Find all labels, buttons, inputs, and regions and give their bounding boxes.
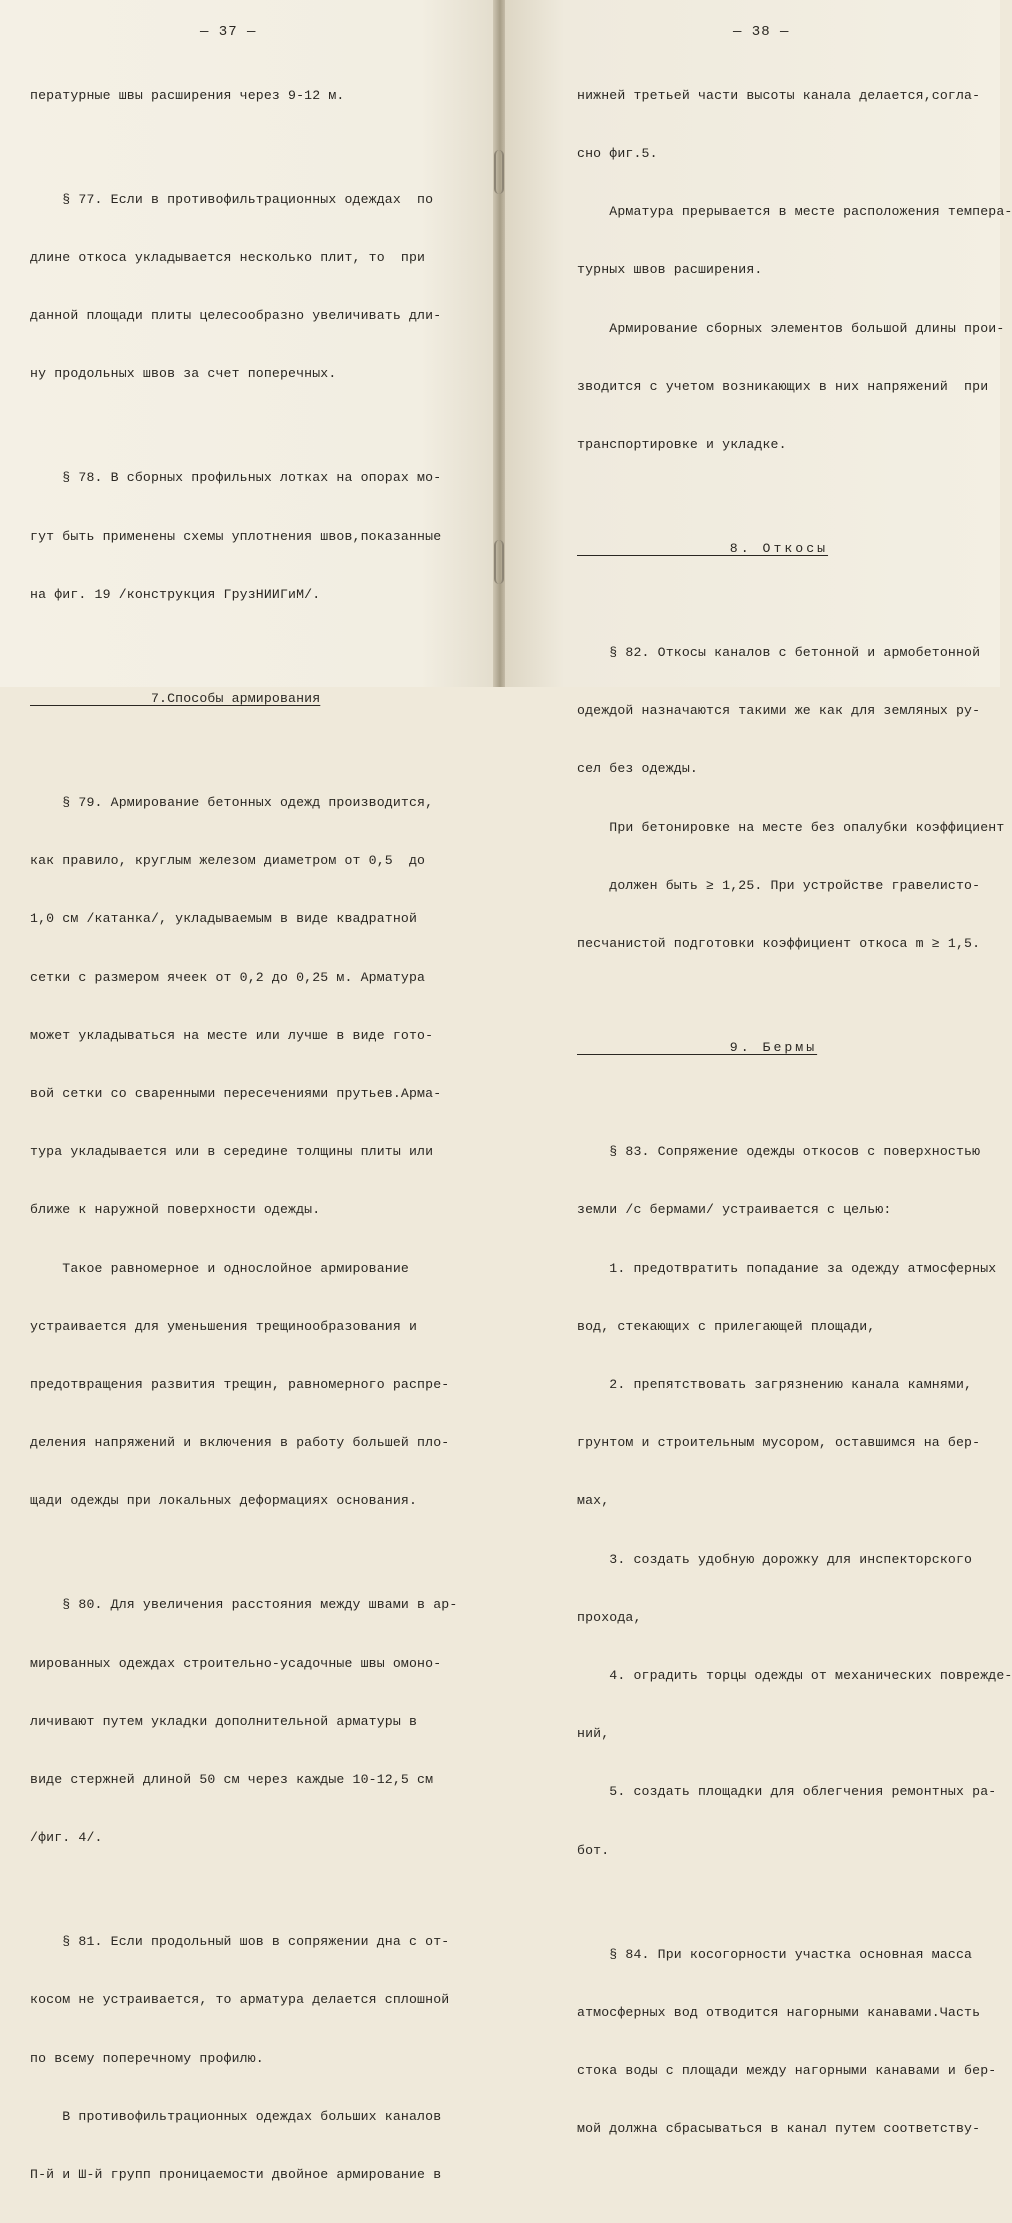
- text-line: 5. создать площадки для облегчения ремонтных ра-: [577, 1784, 997, 1800]
- text-line: пературные швы расширения через 9-12 м.: [30, 87, 345, 103]
- left-page: [0, 0, 495, 2182]
- text-line: прохода,: [577, 1609, 642, 1625]
- text-line: П-й и Ш-й групп проницаемости двойное армирование в: [30, 2166, 442, 2182]
- staple-top: [494, 150, 504, 194]
- staple-bottom: [494, 540, 504, 584]
- text-line: устраивается для уменьшения трещинообразования и: [30, 1318, 418, 1334]
- text-line: одеждой назначаются такими же как для земляных ру-: [577, 703, 981, 719]
- text-line: виде стержней длиной 50 см через каждые 10-12,5 см: [30, 1771, 434, 1787]
- section-heading-9: 9. Бермы: [577, 1040, 818, 1056]
- text-line: личивают путем укладки дополнительной арматуры в: [30, 1713, 418, 1729]
- text-line: стока воды с площади между нагорными канавами и бер-: [577, 2062, 997, 2078]
- section-heading-8: 8. Откосы: [577, 541, 829, 557]
- text-line: § 83. Сопряжение одежды откосов с поверхностью: [577, 1144, 981, 1160]
- text-line: может укладываться на месте или лучше в виде гото-: [30, 1027, 434, 1043]
- text-line: земли /с бермами/ устраивается с целью:: [577, 1202, 892, 1218]
- text-line: тура укладывается или в середине толщины плиты или: [30, 1144, 434, 1160]
- text-line: сетки с размером ячеек от 0,2 до 0,25 м. Арматура: [30, 969, 426, 985]
- text-line: транспортировке и укладке.: [577, 437, 787, 453]
- text-line: турных швов расширения.: [577, 262, 763, 278]
- right-page: [505, 0, 1012, 2137]
- text-line: деления напряжений и включения в работу большей пло-: [30, 1435, 450, 1451]
- text-line: как правило, круглым железом диаметром от 0,5 до: [30, 853, 426, 869]
- text-line: косом не устраивается, то арматура делается сплошной: [30, 1992, 450, 2008]
- text-line: мой должна сбрасываться в канал путем соответству-: [577, 2121, 981, 2137]
- text-line: 1. предотвратить попадание за одежду атмосферных: [577, 1260, 997, 1276]
- text-line: 2. препятствовать загрязнению канала камнями,: [577, 1376, 973, 1392]
- text-line: Такое равномерное и однослойное армирование: [30, 1260, 409, 1276]
- text-line: нижней третьей части высоты канала делается,согла-: [577, 87, 981, 103]
- left-page-text: [30, 47, 457, 2223]
- text-line: зводится с учетом возникающих в них напряжений при: [577, 378, 989, 394]
- text-line: сно фиг.5.: [577, 146, 658, 162]
- text-line: вод, стекающих с прилегающей площади,: [577, 1318, 876, 1334]
- text-line: по всему поперечному профилю.: [30, 2050, 264, 2066]
- text-line: ну продольных швов за счет поперечных.: [30, 366, 337, 382]
- text-line: § 81. Если продольный шов в сопряжении дна с от-: [30, 1934, 450, 1950]
- text-line: сел без одежды.: [577, 761, 698, 777]
- text-line: данной площади плиты целесообразно увеличивать дли-: [30, 308, 442, 324]
- text-line: § 79. Армирование бетонных одежд производится,: [30, 794, 434, 810]
- text-line: § 82. Откосы каналов с бетонной и армобетонной: [577, 645, 981, 661]
- text-line: должен быть ≥ 1,25. При устройстве гравелисто-: [577, 877, 981, 893]
- section-heading-7: 7.Способы армирования: [30, 690, 321, 706]
- text-line: бот.: [577, 1842, 610, 1858]
- right-page-text: [577, 47, 1012, 2177]
- text-line: Арматура прерывается в месте расположения темпера-: [577, 204, 1012, 220]
- page-number-right: — 38 —: [733, 24, 790, 40]
- text-line: В противофильтрационных одеждах больших каналов: [30, 2108, 442, 2124]
- text-line: грунтом и строительным мусором, оставшимся на бер-: [577, 1435, 981, 1451]
- text-line: щади одежды при локальных деформациях основания.: [30, 1493, 418, 1509]
- text-line: ний,: [577, 1726, 610, 1742]
- text-line: гут быть применены схемы уплотнения швов,показанные: [30, 528, 442, 544]
- text-line: вой сетки со сваренными пересечениями прутьев.Арма-: [30, 1085, 442, 1101]
- text-line: § 78. В сборных профильных лотках на опорах мо-: [30, 470, 442, 486]
- text-line: атмосферных вод отводится нагорными канавами.Часть: [577, 2004, 981, 2020]
- text-line: Армирование сборных элементов большой длины прои-: [577, 320, 1005, 336]
- text-line: При бетонировке на месте без опалубки коэффициент: [577, 819, 1005, 835]
- text-line: § 80. Для увеличения расстояния между швами в ар-: [30, 1597, 458, 1613]
- page-number-left: — 37 —: [200, 24, 257, 40]
- text-line: 1,0 см /катанка/, укладываемым в виде квадратной: [30, 911, 418, 927]
- text-line: на фиг. 19 /конструкция ГрузНИИГиМ/.: [30, 586, 321, 602]
- text-line: 4. оградить торцы одежды от механических поврежде-: [577, 1667, 1012, 1683]
- text-line: /фиг. 4/.: [30, 1830, 103, 1846]
- text-line: § 84. При косогорности участка основная масса: [577, 1946, 973, 1962]
- text-line: 3. создать удобную дорожку для инспекторского: [577, 1551, 973, 1567]
- text-line: мированных одеждах строительно-усадочные швы омоно-: [30, 1655, 442, 1671]
- text-line: песчанистой подготовки коэффициент откоса m ≥ 1,5.: [577, 936, 981, 952]
- text-line: § 77. Если в противофильтрационных одеждах по: [30, 191, 434, 207]
- text-line: ближе к наружной поверхности одежды.: [30, 1202, 321, 1218]
- text-line: длине откоса укладывается несколько плит, то при: [30, 250, 426, 266]
- text-line: предотвращения развития трещин, равномерного распре-: [30, 1376, 450, 1392]
- text-line: мах,: [577, 1493, 610, 1509]
